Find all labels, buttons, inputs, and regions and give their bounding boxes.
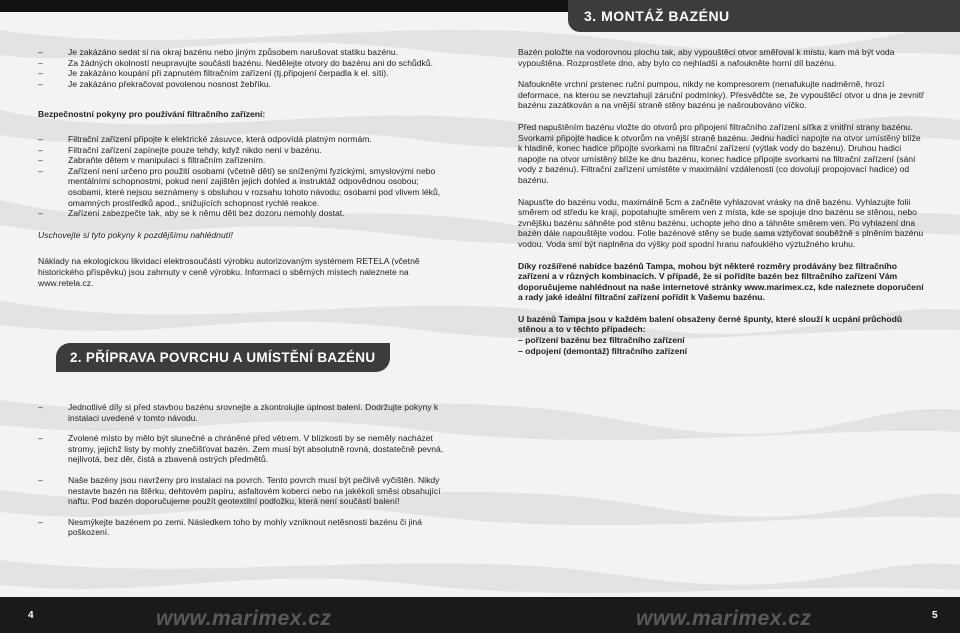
section-3-title: 3. MONTÁŽ BAZÉNU — [584, 8, 730, 24]
list-item: – Nesmýkejte bazénem po zemi. Následkem toho by mohly vzniknout netěsnosti bazénu či jiná poškození. — [38, 517, 448, 538]
list-item: – Je zakázáno sedat si na okraj bazénu nebo jiným způsobem narušovat statiku bazénu. — [38, 47, 448, 58]
list-item: – Je zakázáno koupání při zapnutém filtračním zařízení (tj.připojení čerpadla k el. síti). — [38, 68, 448, 79]
paragraph: Napusťte do bazénu vodu, maximálně 5cm a začněte vyhlazovat vrásky na dně bazénu. Vyhlazujte folii směrem od středu ke kraji, popotahujte směrem ven z místa, kde se spojuje dno bazénu se stěnou, nebo zvnějšku bazénu sáhněte pod stěnu bazénu, uchopte jeho dno a táhněte směrem ven. Po vyhlazení dna bazén dále napouštějte vodou. Folie bazénové stěny se bude sama vztyčovat souběžně s plněním bazénu vodou. Voda smí být naplněna do výšky pod spodní hranu nafoukléhо výztužného kruhu. — [518, 196, 924, 249]
website-link-left[interactable]: www.marimex.cz — [156, 607, 332, 630]
list-item: – Filtrační zařízení zapínejte pouze tehdy, když nikdo není v bazénu. — [38, 145, 448, 156]
website-link-right[interactable]: www.marimex.cz — [636, 607, 812, 630]
section-2-title: 2. PŘÍPRAVA POVRCHU A UMÍSTĚNÍ BAZÉNU — [70, 350, 376, 365]
list-item: – Za žádných okolností neupravujte součásti bazénu. Nedělejte otvory do bazénu ani do schůdků. — [38, 58, 448, 69]
paragraph: Nafoukněte vrchní prstenec ruční pumpou, nikdy ne kompresorem (nenafukujte nadměrně, hrozí deformace, na kterou se nevztahují záruční podmínky). Přesvědčte se, že vypouštěcí otvor u dna je zevnitř bazénu zazátkován a na vnější straně stěny bazénu je našroubováno víčko. — [518, 79, 925, 111]
recycling-paragraph: Náklady na ekologickou likvidaci elektrosoučástí výrobku autorizovaným systémem RETELA (včetně historického příspěvku) jsou zahrnuty v ceně výrobku. Informaci o sběrných místech naleznete na www.retela.cz. — [38, 256, 420, 288]
safety-list — [38, 134, 448, 219]
list-item: – Filtrační zařízení připojte k elektrické zásuvce, která odpovídá platným normám. — [38, 134, 448, 145]
list-item: – Zařízení zabezpečte tak, aby se k němu děti bez dozoru nemohly dostat. — [38, 208, 448, 219]
filtration-note: Díky rozšířené nabídce bazénů Tampa, mohou být některé rozměry prodávány bez filtračního zařízení a v různých kombinacích. V případě, že si pořídíte bazén bez filtračního zařízení Vám doporučujeme nahlédnout na naše internetové stránky www.marimex.cz, kde naleznete doporučení a rady jaké ideální filtrační zařízení pořídit k Vašemu bazénu. — [518, 260, 924, 303]
section-2-header — [56, 343, 390, 372]
footer — [0, 597, 960, 633]
keep-instructions-note: Uschovejte si tyto pokyny k pozdějšímu nahlédnutí! — [38, 229, 233, 240]
preparation-list — [38, 402, 448, 538]
section-3-header — [568, 0, 960, 32]
list-item: – Naše bazény jsou navrženy pro instalaci na povrch. Tento povrch musí být pečlivě vyčištěn. Nikdy nestavte bazén na štěrku, dehtovém papíru, asfaltovém koberci nebo na jakékoli směsi obsahující naftu. Pod bazén doporučujeme použít geotextilní podložku, která není součástí balení! — [38, 475, 448, 507]
paragraph: Před napuštěním bazénu vložte do otvorů pro připojení filtračního zařízení síťka z vnitřní strany bazénu. Svorkami připojte hadice k otvorům na vnější straně bazénu. Jednu hadici napojte na otvor umístěný blíže k hladině, konec hadice připojte svorkami na filtrační zařízení (výtlak vody do bazénu). Druhou hadici napojte na otvor umístěný blíže ke dnu bazénu, konec hadice připojte svorkami na filtrační zařízení (sání vody z bazénu). Filtrační zařízení umístěte v maximální vzdálenosti (co dovolují propojovací hadice) od bazénu. — [518, 121, 921, 185]
plugs-case: – pořízení bazénu bez filtračního zařízení — [518, 335, 685, 346]
list-item: – Je zakázáno překračovat povolenou nosnost žebříku. — [38, 79, 448, 90]
page-number-left: 4 — [28, 610, 34, 621]
list-item: – Zvolené místo by mělo být slunečné a chráněné před větrem. V blízkosti by se neměly nacházet stromy, jejichž listy by mohly znečišťovat bazén. Zem musí být absolutně rovná, dostatečně pevná, nejlivotá, bez děr, čistá a zbavená ostrých předmětů. — [38, 433, 448, 465]
list-item: – Zařízení není určeno pro použití osobami (včetně dětí) se sníženými fyzickými, smyslovými nebo mentálními schopnostmi, pokud není zajištěn jejich dohled a instruktáž odpovědnou osobou; osobami, které nejsou seznámeny s obsluhou v rozsahu tohoto návodu; osobami pod vlivem léků, omamných prostředků apod., snižujících schopnost rychlé reakce. — [38, 166, 448, 208]
plugs-note: U bazénů Tampa jsou v každém balení obsaženy černé špunty, které slouží k ucpání průchodů stěnou a to v těchto případech: — [518, 313, 903, 335]
page-number-right: 5 — [932, 610, 938, 621]
list-item: – Zabraňte dětem v manipulaci s filtračním zařízením. — [38, 155, 448, 166]
plugs-case: – odpojení (demontáž) filtračního zařízení — [518, 345, 688, 356]
safety-heading: Bezpečnostní pokyny pro používání filtračního zařízení: — [38, 109, 266, 120]
intro-list — [38, 47, 448, 89]
list-item: – Jednotlivé díly si před stavbou bazénu srovnejte a zkontrolujte úplnost balení. Dodržujte pokyny k instalaci uvedené v tomto návodu. — [38, 402, 448, 423]
right-column — [518, 47, 926, 356]
left-column — [38, 47, 448, 288]
paragraph: Bazén položte na vodorovnou plochu tak, aby vypouštěcí otvor směřoval k místu, kam má být voda vypouštěna. Rozprostřete dno, aby bylo co nejhladší a nafoukněte horní díl bazénu. — [518, 47, 895, 68]
